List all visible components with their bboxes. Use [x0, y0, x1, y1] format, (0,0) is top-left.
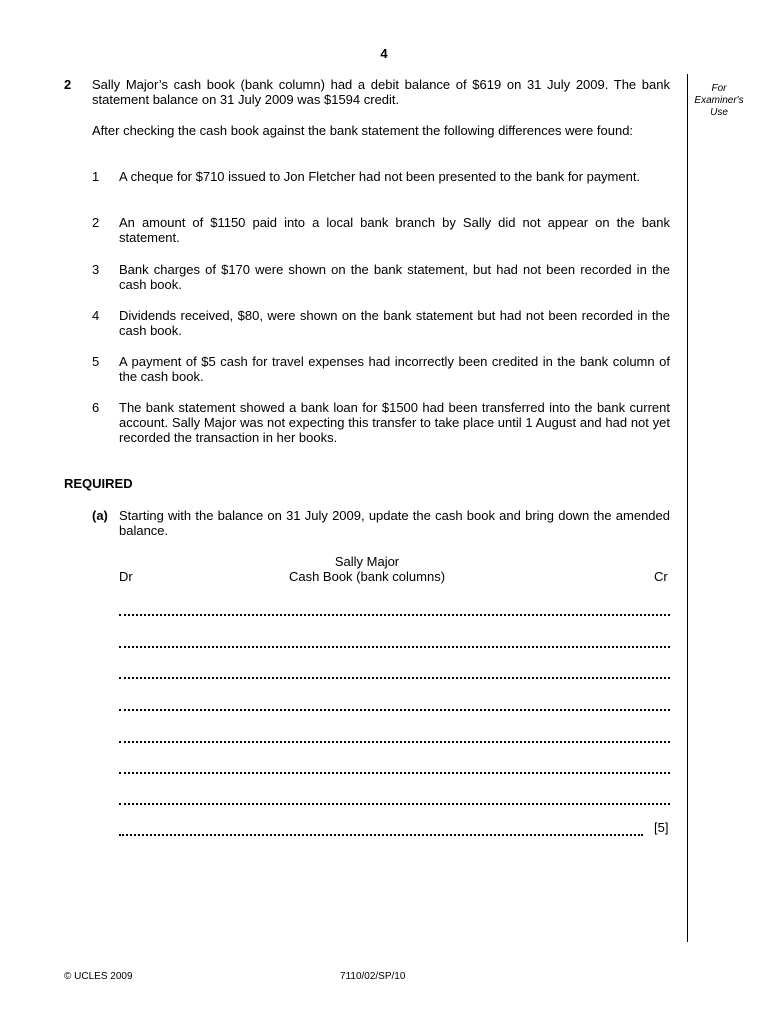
item-text: A cheque for $710 issued to Jon Fletcher had not been presented to the bank for payment.: [119, 169, 641, 184]
item-number: 4: [92, 308, 100, 323]
examiner-margin-rule: [687, 74, 688, 942]
item-text: A payment of $5 cash for travel expenses had incorrectly been credited in the bank column of the cash book.: [119, 354, 670, 384]
item-number: 1: [92, 169, 100, 184]
credit-label: Cr: [654, 569, 668, 584]
item-text: The bank statement showed a bank loan for $1500 had been transferred into the bank current account. Sally Major was not expecting this transfer to take place until 1 August and had not yet recorded the transaction in her books.: [119, 400, 670, 445]
answer-line[interactable]: [119, 772, 670, 774]
item-text: Bank charges of $170 were shown on the bank statement, but had not been recorded in the cash book.: [119, 262, 670, 292]
item-text: Dividends received, $80, were shown on the bank statement but had not been recorded in the cash book.: [119, 308, 670, 338]
answer-line[interactable]: [119, 741, 670, 743]
question-lead: After checking the cash book against the bank statement the following differences were found:: [92, 123, 634, 138]
answer-line[interactable]: [119, 834, 643, 836]
question-number: 2: [64, 77, 72, 92]
answer-line[interactable]: [119, 709, 670, 711]
page-number: 4: [380, 46, 388, 61]
item-number: 3: [92, 262, 100, 277]
cash-book-name: Sally Major: [334, 554, 400, 569]
cash-book-title: Cash Book (bank columns): [288, 569, 446, 584]
question-intro: Sally Major’s cash book (bank column) had a debit balance of $619 on 31 July 2009. The bank statement balance on 31 July 2009 was $1594 credit.: [92, 77, 670, 107]
part-a-label: (a): [92, 508, 108, 523]
part-a-text: Starting with the balance on 31 July 2009, update the cash book and bring down the amended balance.: [119, 508, 670, 538]
debit-label: Dr: [119, 569, 133, 584]
item-number: 2: [92, 215, 100, 230]
answer-line[interactable]: [119, 646, 670, 648]
answer-line[interactable]: [119, 803, 670, 805]
item-text: An amount of $1150 paid into a local bank branch by Sally did not appear on the bank statement.: [119, 215, 670, 245]
footer-copyright: © UCLES 2009: [64, 971, 133, 982]
item-number: 5: [92, 354, 100, 369]
answer-line[interactable]: [119, 614, 670, 616]
item-number: 6: [92, 400, 100, 415]
marks-allocation: [5]: [654, 820, 669, 835]
footer-paper-code: 7110/02/SP/10: [340, 971, 406, 982]
answer-line[interactable]: [119, 677, 670, 679]
examiners-use-note: For Examiner's Use: [694, 83, 744, 118]
required-heading: REQUIRED: [64, 476, 133, 491]
